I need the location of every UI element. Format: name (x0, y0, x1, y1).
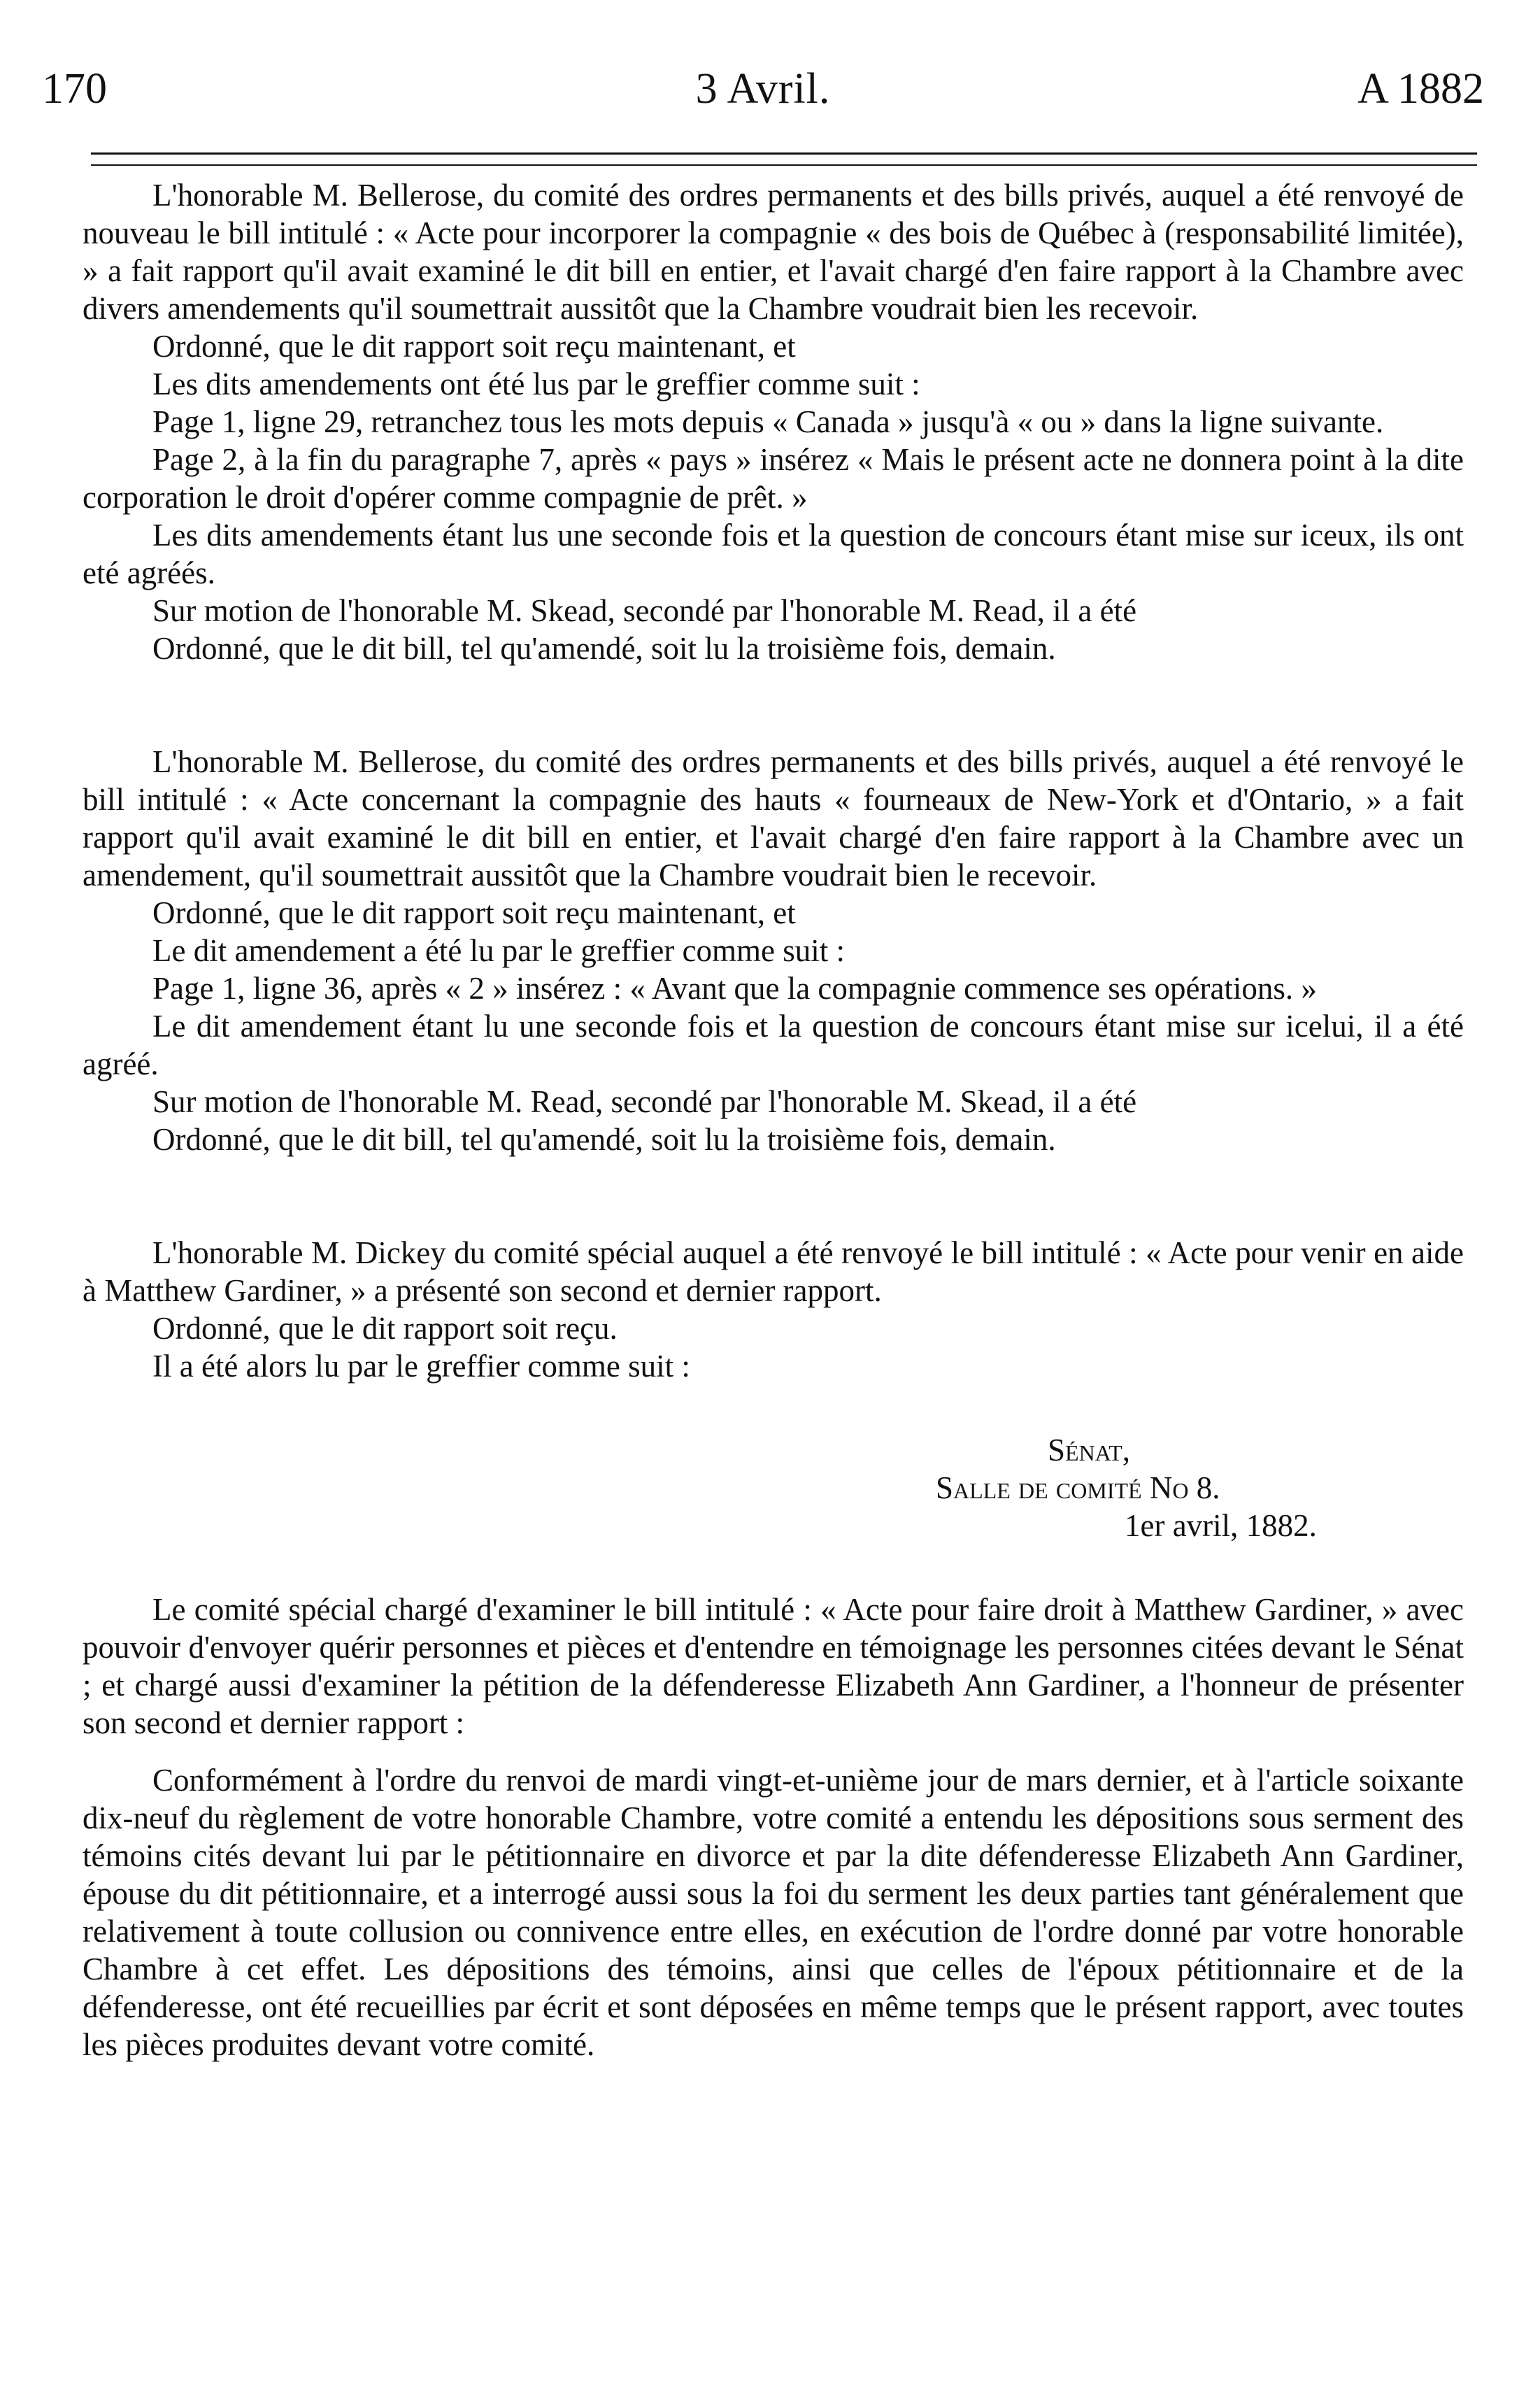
paragraph: L'honorable M. Bellerose, du comité des ordres permanents et des bills privés, auquel a été renvoyé le bill intitulé : « Acte concernant la compagnie des hauts « fourneaux de New-York et d'Ontario, » a fait rapport qu'il avait examiné le dit bill en entier, et l'avait chargé d'en faire rapport à la Chambre avec un amendement, qu'il soumettrait aussitôt que la Chambre voudrait bien le recevoir. (83, 744, 1464, 893)
paragraph: Ordonné, que le dit rapport soit reçu maintenant, et (152, 329, 796, 364)
paragraph: Sur motion de l'honorable M. Read, secondé par l'honorable M. Skead, il a été (152, 1084, 1137, 1119)
paragraph-gap (83, 1742, 1464, 1761)
section-gap (83, 667, 1464, 743)
paragraph: Conformément à l'ordre du renvoi de mardi vingt-et-unième jour de mars dernier, et à l'article soixante dix-neuf du règlement de votre honorable Chambre, votre comité a entendu les dépositions sous serment des témoins cités devant lui par le pétitionnaire en divorce et par la dite défenderesse Elizabeth Ann Gardiner, épouse du dit pétitionnaire, et a interrogé aussi sous la foi du serment les deux parties tant généralement que relativement à toute collusion ou connivence entre elles, en exécution de l'ordre donné par votre honorable Chambre à cet effet. Les dépositions des témoins, ainsi que celles de l'époux pétitionnaire et de la défenderesse, ont été recueillies par écrit et sont déposées en même temps que le présent rapport, avec toutes les pièces produites devant votre comité. (83, 1763, 1464, 2062)
page-number: 170 (42, 65, 107, 113)
paragraph: Le dit amendement a été lu par le greffier comme suit : (152, 933, 846, 968)
report-date-line: 1er avril, 1882. (1125, 1508, 1317, 1543)
bellerose-newyork-section (83, 743, 1464, 1158)
senate-line: Sénat, (1048, 1433, 1131, 1468)
page-body (83, 176, 1464, 2063)
paragraph: Il a été alors lu par le greffier comme suit : (152, 1349, 690, 1384)
paragraph: Les dits amendements étant lus une seconde fois et la question de concours étant mise sur iceux, ils ont eté agréés. (83, 518, 1464, 590)
bellerose-quebec-section (83, 176, 1464, 667)
paragraph: Ordonné, que le dit rapport soit reçu maintenant, et (152, 895, 796, 930)
header-date: 3 Avril. (695, 65, 831, 113)
paragraph: L'honorable M. Dickey du comité spécial auquel a été renvoyé le bill intitulé : « Acte pour venir en aide à Matthew Gardiner, » a présenté son second et dernier rapport. (83, 1235, 1464, 1308)
report-heading (936, 1431, 1464, 1544)
page-header (42, 64, 1484, 120)
section-gap (83, 1158, 1464, 1234)
paragraph: Ordonné, que le dit bill, tel qu'amendé, soit lu la troisième fois, demain. (152, 631, 1056, 666)
header-year: A 1882 (1357, 65, 1484, 113)
paragraph: Le dit amendement étant lu une seconde fois et la question de concours étant mise sur icelui, il a été agréé. (83, 1009, 1464, 1081)
section-gap (83, 1544, 1464, 1591)
header-rule (91, 152, 1477, 166)
paragraph: Page 1, ligne 29, retranchez tous les mots depuis « Canada » jusqu'à « ou » dans la ligne suivante. (152, 404, 1384, 439)
committee-report (83, 1591, 1464, 2063)
paragraph: Page 2, à la fin du paragraphe 7, après « pays » insérez « Mais le présent acte ne donnera point à la dite corporation le droit d'opérer comme compagnie de prêt. » (83, 442, 1464, 515)
paragraph: L'honorable M. Bellerose, du comité des ordres permanents et des bills privés, auquel a été renvoyé de nouveau le bill intitulé : « Acte pour incorporer la compagnie « des bois de Québec à (responsabilité limitée), » a fait rapport qu'il avait examiné le dit bill en entier, et l'avait chargé d'en faire rapport à la Chambre avec divers amendements qu'il soumettrait aussitôt que la Chambre voudrait bien les recevoir. (83, 178, 1464, 326)
paragraph: Ordonné, que le dit rapport soit reçu. (152, 1311, 618, 1346)
dickey-section (83, 1234, 1464, 1385)
paragraph: Les dits amendements ont été lus par le greffier comme suit : (152, 367, 920, 401)
section-gap (83, 1385, 1464, 1431)
paragraph: Ordonné, que le dit bill, tel qu'amendé, soit lu la troisième fois, demain. (152, 1122, 1056, 1157)
paragraph: Page 1, ligne 36, après « 2 » insérez : « Avant que la compagnie commence ses opérations. » (152, 971, 1317, 1006)
committee-room-line: Salle de comité No 8. (936, 1470, 1220, 1505)
paragraph: Le comité spécial chargé d'examiner le bill intitulé : « Acte pour faire droit à Matthew Gardiner, » avec pouvoir d'envoyer quérir personnes et pièces et d'entendre en témoignage les personnes citées devant le Sénat ; et chargé aussi d'examiner la pétition de la défenderesse Elizabeth Ann Gardiner, a l'honneur de présenter son second et dernier rapport : (83, 1592, 1464, 1740)
paragraph: Sur motion de l'honorable M. Skead, secondé par l'honorable M. Read, il a été (152, 593, 1137, 628)
